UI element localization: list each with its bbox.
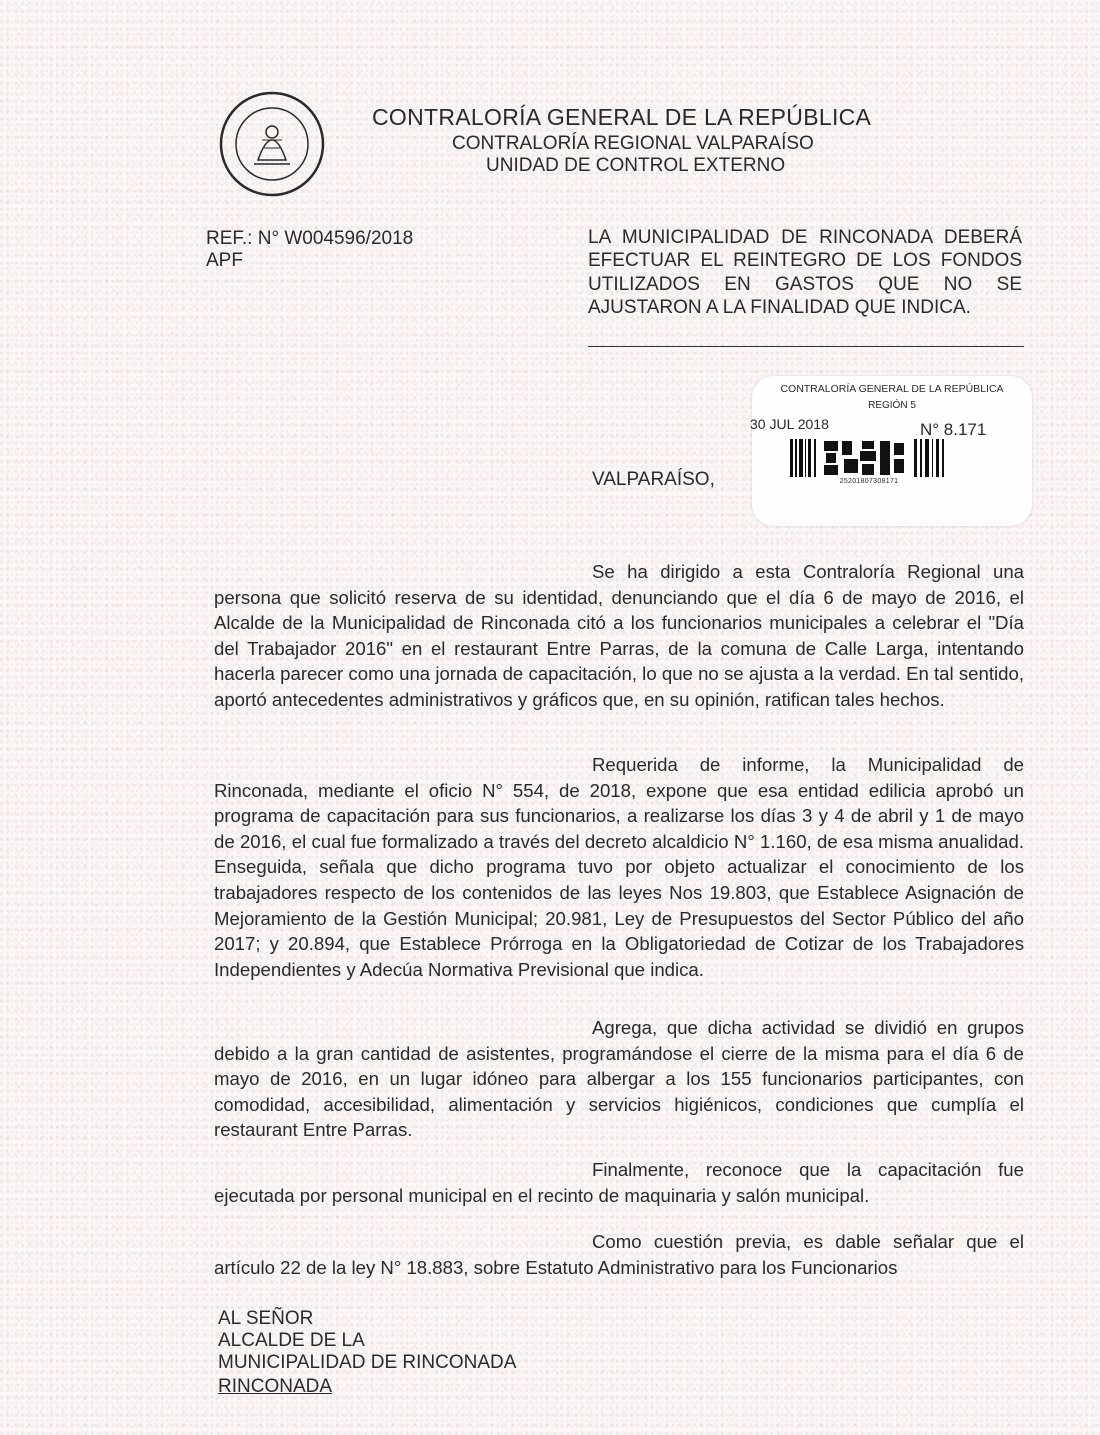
header-unit: UNIDAD DE CONTROL EXTERNO [486,155,786,176]
subject-summary: LA MUNICIPALIDAD DE RINCONADA DEBERÁ EFECTUAR EL REINTEGRO DE LOS FONDOS UTILIZADOS EN GASTOS QUE NO SE AJUSTARON A LA FINALIDAD QUE INDICA. [588,227,1022,318]
reference-number: REF.: N° W004596/2018 [206,228,414,249]
city-line: VALPARAÍSO, [592,469,715,490]
subject-underline [588,346,1024,347]
stamp-date: 30 JUL 2018 [750,416,829,432]
stamp-organization: CONTRALORÍA GENERAL DE LA REPÚBLICA [780,383,1004,395]
contraloria-seal [218,90,326,198]
header-regional-office: CONTRALORÍA REGIONAL VALPARAÍSO [452,133,814,154]
body-paragraph: Requerida de informe, la Municipalidad de Rinconada, mediante el oficio N° 554, de 2018, expone que esa entidad edilicia aprobó un programa de capacitación para sus funcionarios, a realizarse los días 3 y 4 de abril y 1 de mayo de 2016, el cual fue formalizado a través del decreto alcaldicio N° 1.160, de esa misma anualidad. Enseguida, señala que dicho programa tuvo por objeto actualizar el conocimiento de los trabajadores respecto de los contenidos de las leyes Nos 19.803, que Establece Asignación de Mejoramiento de la Gestión Municipal; 20.981, Ley de Presupuestos del Sector Público del año 2017; y 20.894, que Establece Prórroga en la Obligatoriedad de Cotizar de los Trabajadores Independientes y Adecúa Normativa Previsional que indica. [214,754,1024,980]
barcode-icon [790,439,948,477]
seal-emblem-icon [218,90,326,198]
addressee-city: RINCONADA [218,1376,333,1397]
addressee-institution: MUNICIPALIDAD DE RINCONADA [218,1352,517,1373]
body-paragraph: Se ha dirigido a esta Contraloría Regional una persona que solicitó reserva de su identidad, denunciando que el día 6 de mayo de 2016, el Alcalde de la Municipalidad de Rinconada citó a los funcionarios municipales a celebrar el "Día del Trabajador 2016" en el restaurant Entre Parras, de la comuna de Calle Larga, intentando hacerla parecer como una jornada de capacitación, lo que no se ajusta a la verdad. En tal sentido, aportó antecedentes administrativos y gráficos que, en su opinión, ratifican tales hechos. [214,561,1024,710]
reception-stamp [752,376,1032,526]
stamp-region: REGIÓN 5 [868,400,916,411]
addressee-salutation: AL SEÑOR [218,1308,314,1329]
body-paragraph: Agrega, que dicha actividad se dividió en grupos debido a la gran cantidad de asistentes, programándose el cierre de la misma para el día 6 de mayo de 2016, en un lugar idóneo para albergar a los 155 funcionarios participantes, con comodidad, accesibilidad, alimentación y servicios higiénicos, condiciones que cumplía el restaurant Entre Parras. [214,1017,1024,1141]
header-title: CONTRALORÍA GENERAL DE LA REPÚBLICA [372,104,872,130]
reference-initials: APF [206,250,243,271]
stamp-number: N° 8.171 [920,420,987,439]
addressee-title: ALCALDE DE LA [218,1330,365,1351]
body-paragraph: Como cuestión previa, es dable señalar que el artículo 22 de la ley N° 18.883, sobre Estatuto Administrativo para los Funcionarios [214,1231,1024,1278]
body-paragraph: Finalmente, reconoce que la capacitación fue ejecutada por personal municipal en el recinto de maquinaria y salón municipal. [214,1159,1024,1206]
barcode-number: 25201807308171 [839,478,899,485]
